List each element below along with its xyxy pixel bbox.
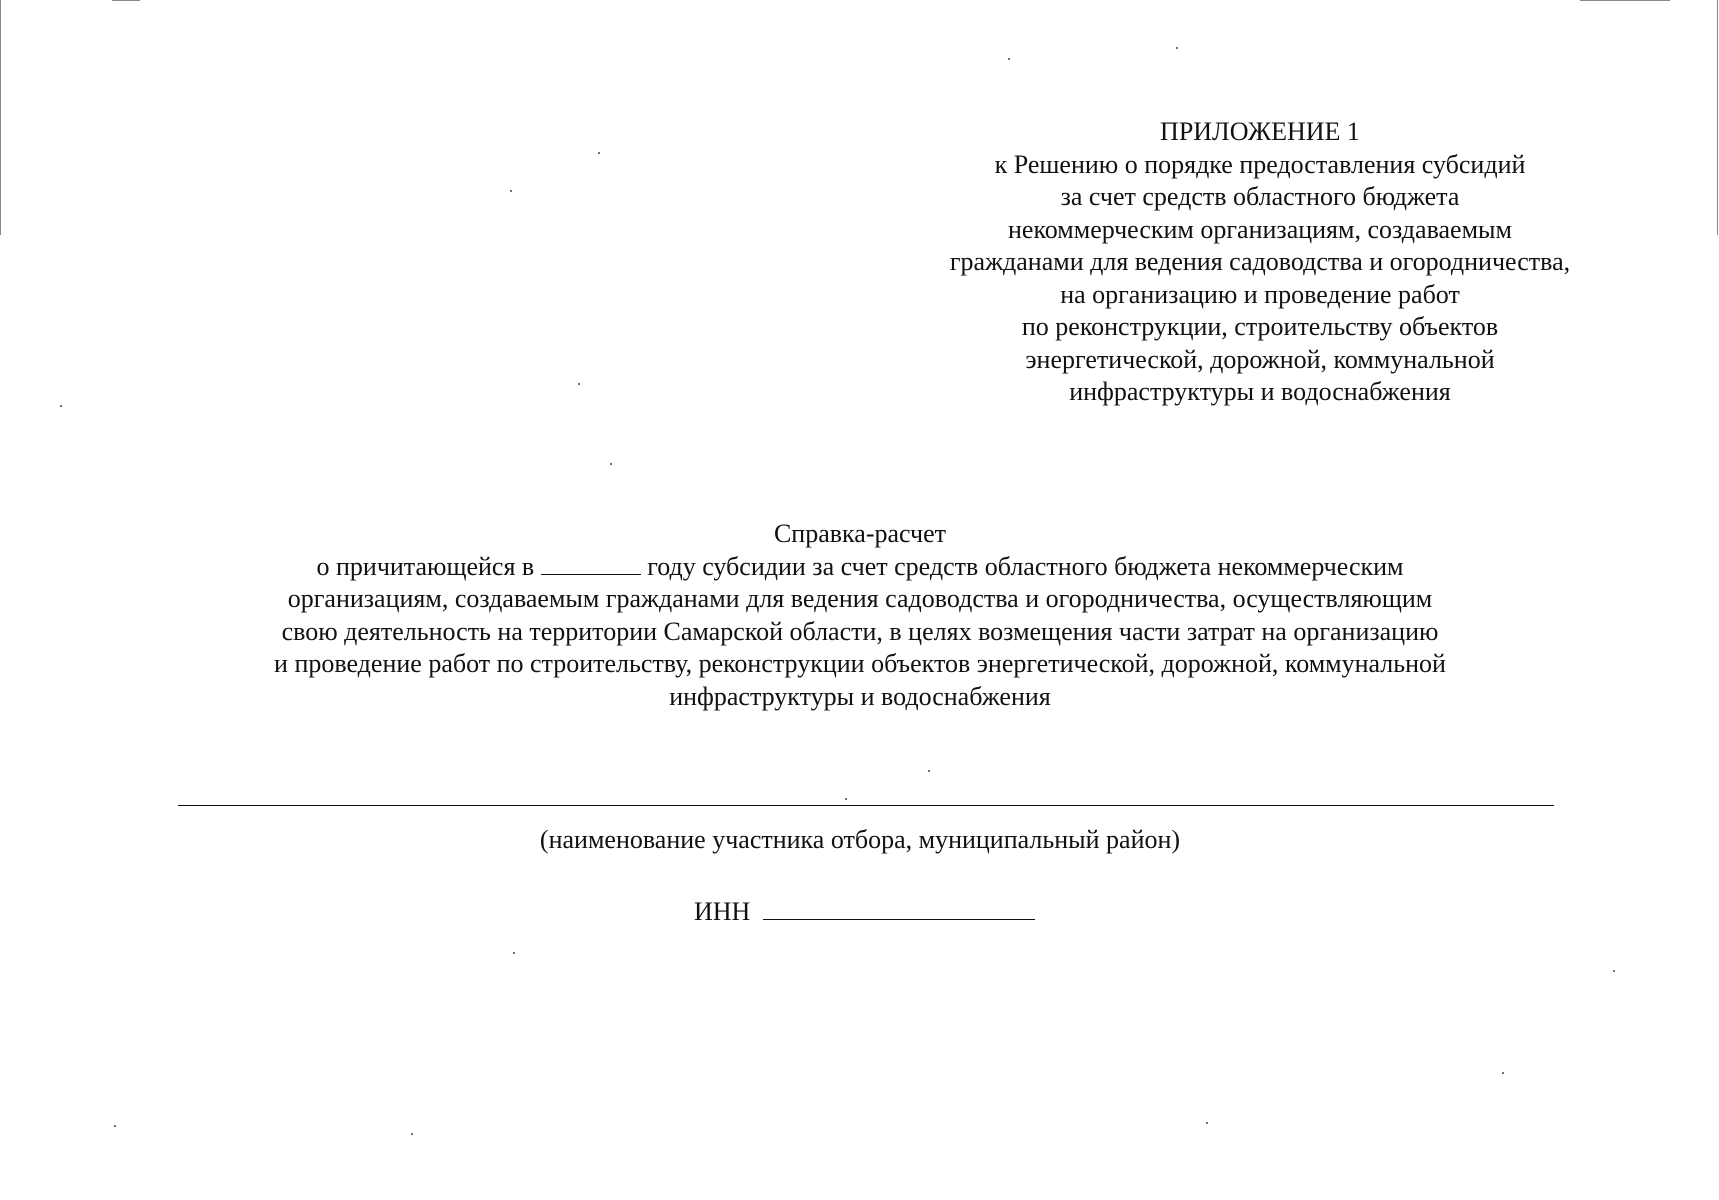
heading-title: Справка-расчет bbox=[773, 519, 947, 548]
scan-edge-top-left bbox=[112, 0, 140, 1]
heading-line: свою деятельность на территории Самарской области, в целях возмещения части затрат на организацию bbox=[281, 616, 1439, 646]
heading-line-1-start: о причитающейся в bbox=[316, 551, 535, 581]
appendix-line: по реконструкции, строительству объектов bbox=[1021, 312, 1499, 341]
heading-line-1-end: году субсидии за счет средств областного бюджета некоммерческим bbox=[647, 551, 1404, 581]
document-heading bbox=[150, 518, 1570, 713]
appendix-line: к Решению о порядке предоставления субсидий bbox=[994, 149, 1526, 179]
appendix-line: инфраструктуры и водоснабжения bbox=[1069, 377, 1451, 406]
scan-edge-right bbox=[1717, 0, 1718, 235]
appendix-line: гражданами для ведения садоводства и огородничества, bbox=[949, 247, 1571, 276]
scan-speck bbox=[845, 798, 847, 800]
scan-speck bbox=[1502, 1072, 1504, 1074]
scan-speck bbox=[1206, 1122, 1208, 1124]
scan-speck bbox=[610, 463, 612, 465]
inn-label: ИНН bbox=[694, 897, 751, 926]
heading-line: инфраструктуры и водоснабжения bbox=[669, 681, 1051, 711]
inn-row bbox=[694, 896, 1035, 928]
participant-name-field[interactable] bbox=[178, 805, 1554, 806]
scan-speck bbox=[1176, 47, 1178, 49]
scan-speck bbox=[60, 405, 62, 407]
scan-speck bbox=[1008, 58, 1010, 60]
heading-line: организациям, создаваемым гражданами для ведения садоводства и огородничества, осуществляющим bbox=[287, 584, 1433, 613]
scan-speck bbox=[510, 190, 512, 192]
appendix-line: энергетической, дорожной, коммунальной bbox=[1025, 344, 1495, 374]
appendix-line: на организацию и проведение работ bbox=[1060, 279, 1460, 309]
appendix-header bbox=[905, 116, 1615, 409]
heading-line-1 bbox=[150, 551, 1570, 584]
scan-speck bbox=[1613, 970, 1615, 972]
scan-speck bbox=[411, 1133, 413, 1135]
scan-speck bbox=[928, 770, 930, 772]
scan-speck bbox=[114, 1125, 116, 1127]
scan-edge-top-right bbox=[1580, 0, 1670, 1]
scan-speck bbox=[598, 152, 600, 154]
appendix-line: за счет средств областного бюджета bbox=[1060, 182, 1460, 211]
appendix-title: ПРИЛОЖЕНИЕ 1 bbox=[1160, 117, 1360, 146]
heading-line: и проведение работ по строительству, реконструкции объектов энергетической, дорожной, коммунальной bbox=[274, 649, 1446, 678]
year-blank-field[interactable] bbox=[541, 552, 641, 575]
inn-field[interactable] bbox=[763, 897, 1035, 920]
participant-caption: (наименование участника отбора, муниципальный район) bbox=[539, 825, 1181, 854]
scan-speck bbox=[513, 952, 515, 954]
scan-speck bbox=[578, 383, 580, 385]
appendix-line: некоммерческим организациям, создаваемым bbox=[1008, 214, 1512, 244]
scan-edge-left bbox=[0, 0, 1, 235]
